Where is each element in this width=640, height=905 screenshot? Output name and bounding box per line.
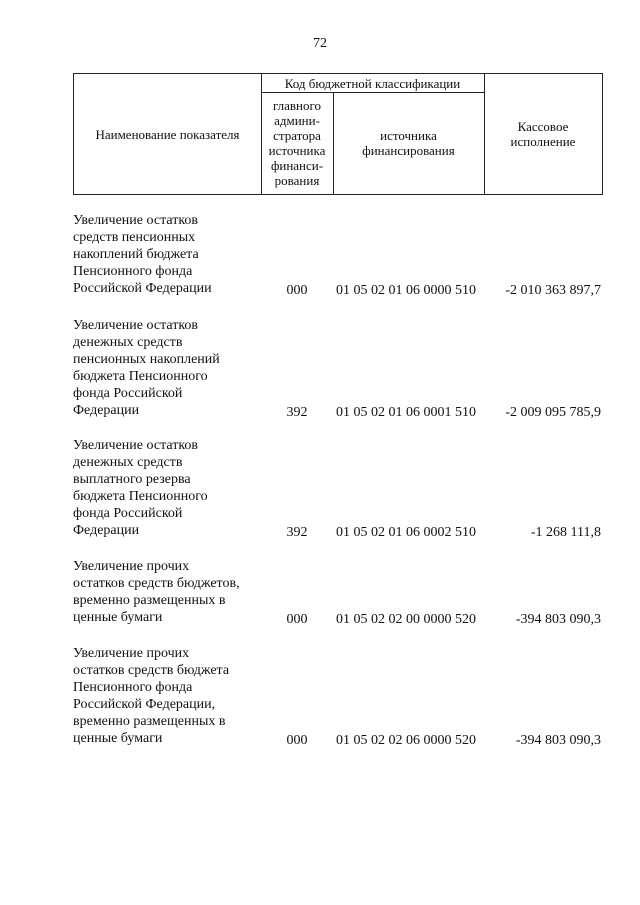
row-amount: -2 009 095 785,9	[505, 405, 601, 420]
header-admin-line: админи-	[274, 113, 320, 128]
table-row	[73, 437, 603, 541]
row-source-code: 01 05 02 01 06 0000 510	[336, 283, 476, 298]
row-admin-code: 392	[286, 525, 308, 540]
table-header	[73, 73, 603, 195]
header-exec-line: исполнение	[510, 134, 576, 149]
header-code-group: Код бюджетной классификации	[284, 75, 461, 91]
table-row	[73, 212, 603, 299]
header-name: Наименование показателя	[95, 126, 240, 142]
header-exec	[484, 74, 602, 194]
row-name: Увеличение прочих остатков средств бюджетов, временно размещенных в ценные бумаги	[73, 559, 240, 625]
header-admin-line: источника	[268, 143, 326, 158]
row-admin-code: 000	[286, 283, 308, 298]
row-amount: -2 010 363 897,7	[505, 283, 601, 298]
row-admin-code: 392	[286, 405, 308, 420]
table-row	[73, 317, 603, 421]
row-name: Увеличение остатков денежных средств пенсионных накоплений бюджета Пенсионного фонда Российской Федерации	[73, 318, 220, 418]
row-name: Увеличение остатков денежных средств выплатного резерва бюджета Пенсионного фонда Российской Федерации	[73, 438, 208, 538]
row-amount: -394 803 090,3	[515, 733, 601, 748]
row-source-code: 01 05 02 01 06 0002 510	[336, 525, 476, 540]
header-source-line: финансирования	[362, 143, 455, 158]
row-source-code: 01 05 02 02 00 0000 520	[336, 612, 476, 627]
row-name: Увеличение остатков средств пенсионных накоплений бюджета Пенсионного фонда Российской Федерации	[73, 213, 212, 296]
header-exec-line: Кассовое	[517, 119, 569, 134]
row-admin-code: 000	[286, 612, 308, 627]
row-source-code: 01 05 02 01 06 0001 510	[336, 405, 476, 420]
header-source-line: источника	[380, 128, 437, 143]
row-amount: -1 268 111,8	[530, 525, 601, 540]
table-row	[73, 558, 603, 628]
header-admin-line: стратора	[273, 128, 321, 143]
table-row	[73, 645, 603, 749]
header-admin	[261, 92, 333, 194]
row-admin-code: 000	[286, 733, 308, 748]
header-source	[333, 92, 484, 194]
row-name: Увеличение прочих остатков средств бюджета Пенсионного фонда Российской Федерации, временно размещенных в ценные бумаги	[73, 646, 230, 746]
header-admin-line: главного	[272, 98, 322, 113]
row-source-code: 01 05 02 02 06 0000 520	[336, 733, 476, 748]
row-amount: -394 803 090,3	[515, 612, 601, 627]
page-number: 72	[313, 36, 327, 51]
header-admin-line: финанси-	[270, 158, 324, 173]
header-admin-line: рования	[274, 173, 320, 188]
